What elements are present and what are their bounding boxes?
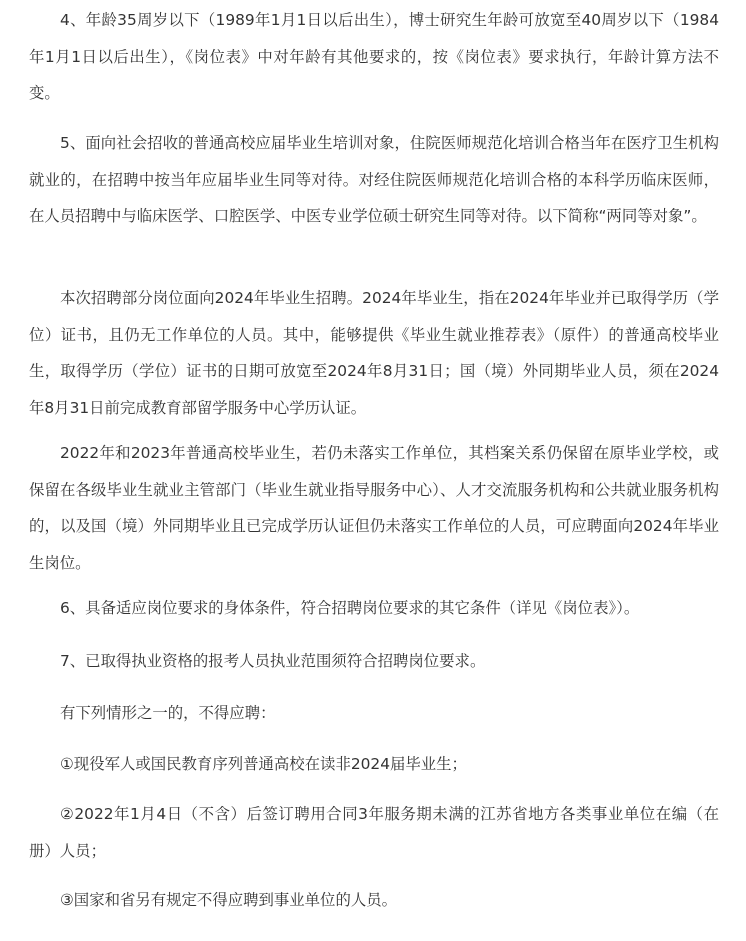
paragraph-2022-2023-graduates: 2022年和2023年普通高校毕业生，若仍未落实工作单位，其档案关系仍保留在原毕业学校，或保留在各级毕业生就业主管部门（毕业生就业指导服务中心）、人才交流服务机构和公共就业服务机构的，以及国（境）外同期毕业且已完成学历认证但仍未落实工作单位的人员，可应聘面向2024年毕业生岗位。 [29,444,719,572]
paragraph-physical-conditions: 6、具备适应岗位要求的身体条件，符合招聘岗位要求的其它条件（详见《岗位表》）。 [60,599,640,617]
list-item-exclusion-1: ①现役军人或国民教育序列普通高校在读非2024届毕业生； [60,755,467,773]
paragraph-2024-graduates: 本次招聘部分岗位面向2024年毕业生招聘。2024年毕业生，指在2024年毕业并已取得学历（学位）证书，且仍无工作单位的人员。其中，能够提供《毕业生就业推荐表》（原件）的普通高校毕业生，取得学历（学位）证书的日期可放宽至2024年8月31日；国（境）外同期毕业人员，须在2024年8月31日前完成教育部留学服务中心学历认证。 [29,289,719,417]
paragraph-practice-qualification: 7、已取得执业资格的报考人员执业范围须符合招聘岗位要求。 [60,652,486,670]
list-item-exclusion-3: ③国家和省另有规定不得应聘到事业单位的人员。 [60,891,398,909]
paragraph-exclusions-heading: 有下列情形之一的，不得应聘： [60,704,276,722]
paragraph-age-requirement: 4、年龄35周岁以下（1989年1月1日以后出生），博士研究生年龄可放宽至40周岁以下（1984年1月1日以后出生），《岗位表》中对年龄有其他要求的，按《岗位表》要求执行，年龄计算方法不变。 [29,11,719,102]
list-item-exclusion-2: ②2022年1月4日（不含）后签订聘用合同3年服务期未满的江苏省地方各类事业单位在编（在册）人员； [29,805,719,860]
paragraph-resident-training: 5、面向社会招收的普通高校应届毕业生培训对象，住院医师规范化培训合格当年在医疗卫生机构就业的，在招聘中按当年应届毕业生同等对待。对经住院医师规范化培训合格的本科学历临床医师，在人员招聘中与临床医学、口腔医学、中医专业学位硕士研究生同等对待。以下简称“两同等对象”。 [29,134,719,225]
